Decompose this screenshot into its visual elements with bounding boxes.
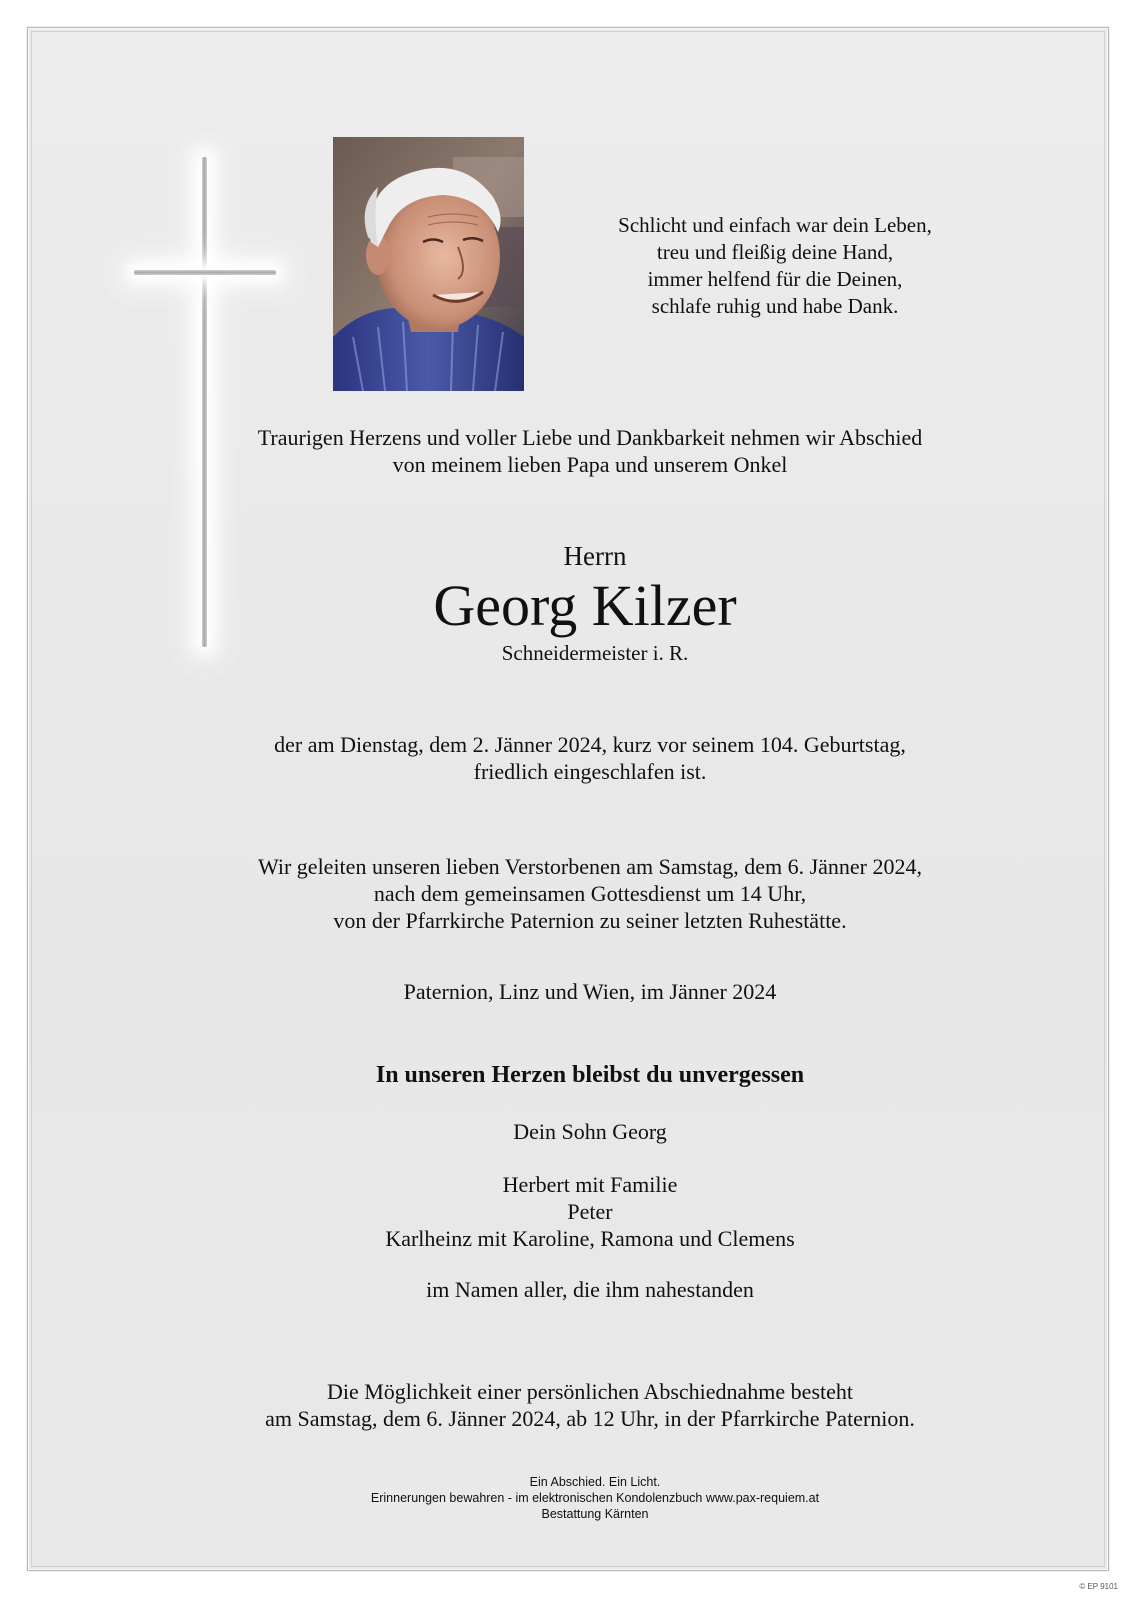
- deceased-name: Georg Kilzer: [433, 573, 737, 638]
- verse-line: treu und fleißig deine Hand,: [656, 240, 894, 264]
- death-notice: [180, 731, 1000, 785]
- intro-text: [180, 424, 1000, 478]
- cross-icon-vertical-beam: [202, 157, 207, 647]
- death-notice-line: der am Dienstag, dem 2. Jänner 2024, kurz vor seinem 104. Geburtstag,: [274, 732, 906, 757]
- farewell-line: Die Möglichkeit einer persönlichen Abschiednahme besteht: [326, 1379, 853, 1404]
- death-notice-line: friedlich eingeschlafen ist.: [473, 759, 707, 784]
- funeral-info: [180, 853, 1000, 934]
- verse-line: immer helfend für die Deinen,: [647, 267, 903, 291]
- portrait-photo: [333, 137, 524, 391]
- mourner-line: Herbert mit Familie: [502, 1172, 678, 1197]
- funeral-line: Wir geleiten unseren lieben Verstorbenen am Samstag, dem 6. Jänner 2024,: [257, 854, 923, 879]
- verse-line: Schlicht und einfach war dein Leben,: [618, 213, 932, 237]
- deceased-profession: Schneidermeister i. R.: [501, 641, 689, 665]
- footer: [250, 1474, 940, 1522]
- mourners-list: [180, 1171, 1000, 1252]
- footer-line: Erinnerungen bewahren - im elektronischen Kondolenzbuch www.pax-requiem.at: [370, 1491, 820, 1505]
- footer-line: Bestattung Kärnten: [541, 1507, 649, 1521]
- funeral-line: nach dem gemeinsamen Gottesdienst um 14 Uhr,: [373, 881, 807, 906]
- intro-line: Traurigen Herzens und voller Liebe und Dankbarkeit nehmen wir Abschied: [257, 425, 923, 450]
- place-date: Paternion, Linz und Wien, im Jänner 2024: [403, 979, 777, 1004]
- honorific: Herrn: [563, 541, 627, 571]
- farewell-line: am Samstag, dem 6. Jänner 2024, ab 12 Uhr, in der Pfarrkirche Paternion.: [265, 1406, 915, 1431]
- intro-line: von meinem lieben Papa und unserem Onkel: [392, 452, 788, 477]
- cross-icon-horizontal-beam: [134, 270, 276, 275]
- mourners-closing: im Namen aller, die ihm nahestanden: [426, 1277, 754, 1302]
- farewell-info: [180, 1378, 1000, 1432]
- memorial-verse: [575, 212, 975, 320]
- mourner-line: Peter: [567, 1199, 613, 1224]
- footer-line: Ein Abschied. Ein Licht.: [529, 1475, 661, 1489]
- memorial-motto: In unseren Herzen bleibst du unvergessen: [375, 1062, 805, 1088]
- form-code: © EP 9101: [1079, 1582, 1118, 1591]
- mourner-line: Karlheinz mit Karoline, Ramona und Clemens: [385, 1226, 795, 1251]
- verse-line: schlafe ruhig und habe Dank.: [651, 294, 899, 318]
- funeral-line: von der Pfarrkirche Paternion zu seiner letzten Ruhestätte.: [333, 908, 847, 933]
- mourner-son: Dein Sohn Georg: [513, 1119, 667, 1144]
